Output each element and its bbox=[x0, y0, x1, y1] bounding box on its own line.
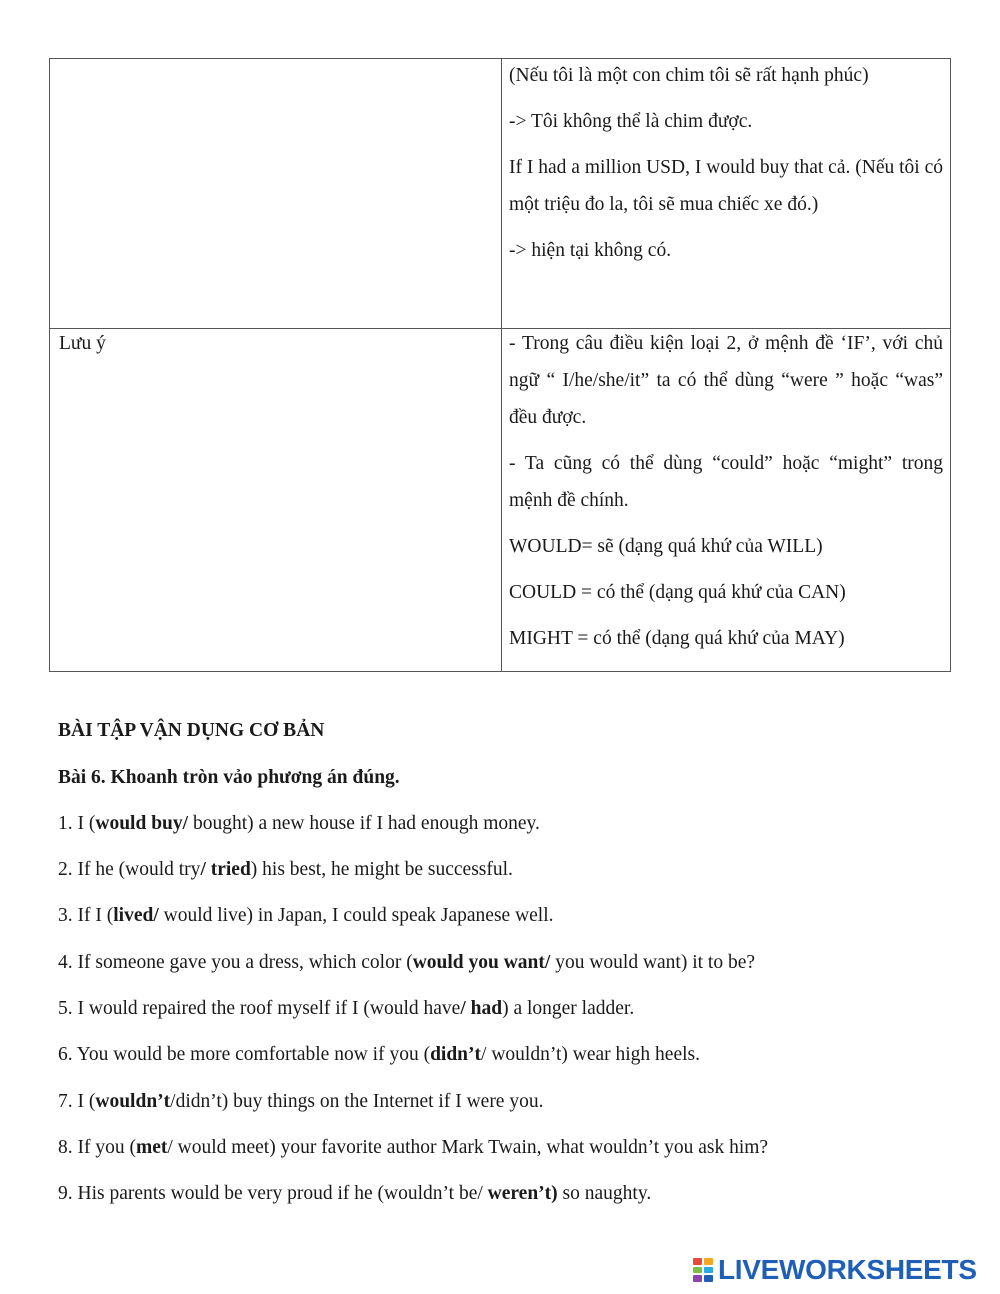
row1-para-4: -> hiện tại không có. bbox=[509, 240, 672, 261]
logo-square bbox=[693, 1267, 702, 1274]
row1-para-1: (Nếu tôi là một con chim tôi sẽ rất hạnh phúc) bbox=[509, 65, 869, 86]
grammar-table bbox=[49, 58, 951, 672]
answer-choice[interactable]: wouldn’t bbox=[95, 1091, 171, 1112]
logo-square bbox=[704, 1267, 713, 1274]
answer-choice[interactable]: would you want/ bbox=[412, 952, 551, 973]
exercise-item: 9. His parents would be very proud if he (wouldn’t be/ weren’t) so naughty. bbox=[58, 1183, 652, 1204]
row1-para-2: -> Tôi không thể là chim được. bbox=[509, 111, 753, 132]
row2-para-4: COULD = có thể (dạng quá khứ của CAN) bbox=[509, 582, 846, 603]
row2-para-2: - Ta cũng có thể dùng “could” hoặc “might” trong mệnh đề chính. bbox=[509, 453, 943, 511]
answer-choice[interactable]: / tried bbox=[200, 859, 251, 880]
row2-right-cell bbox=[509, 325, 943, 666]
note-label: Lưu ý bbox=[59, 333, 106, 354]
exercise-item: 1. I (would buy/ bought) a new house if I had enough money. bbox=[58, 813, 540, 834]
liveworksheets-logo[interactable] bbox=[693, 1254, 977, 1286]
answer-choice[interactable]: / had bbox=[460, 998, 503, 1019]
row2-para-3: WOULD= sẽ (dạng quá khứ của WILL) bbox=[509, 536, 823, 557]
row1-right-cell bbox=[509, 57, 943, 278]
answer-choice[interactable]: lived/ bbox=[113, 905, 159, 926]
row1-para-3: If I had a million USD, I would buy that cả. (Nếu tôi có một triệu đo la, tôi sẽ mua chiếc xe đó.) bbox=[509, 157, 943, 215]
section-title: BÀI TẬP VẬN DỤNG CƠ BẢN bbox=[58, 720, 325, 741]
table-column-divider bbox=[501, 59, 502, 671]
answer-choice[interactable]: met bbox=[135, 1137, 168, 1158]
answer-choice[interactable]: weren’t) bbox=[487, 1183, 558, 1204]
exercise-item: 5. I would repaired the roof myself if I (would have/ had) a longer ladder. bbox=[58, 998, 635, 1019]
logo-square bbox=[704, 1258, 713, 1265]
answer-choice[interactable]: didn’t bbox=[430, 1044, 482, 1065]
exercise-title: Bài 6. Khoanh tròn vảo phương án đúng. bbox=[58, 767, 400, 788]
row2-para-5: MIGHT = có thể (dạng quá khứ của MAY) bbox=[509, 628, 845, 649]
row2-para-1: - Trong câu điều kiện loại 2, ở mệnh đề ‘IF’, với chủ ngữ “ I/he/she/it” ta có thể dùng “were ” hoặc “was” đều được. bbox=[509, 333, 943, 428]
logo-square bbox=[693, 1275, 702, 1282]
exercise-item: 7. I (wouldn’t/didn’t) buy things on the Internet if I were you. bbox=[58, 1091, 544, 1112]
logo-text: LIVEWORKSHEETS bbox=[718, 1254, 977, 1285]
logo-squares-icon bbox=[693, 1258, 713, 1282]
logo-square bbox=[704, 1275, 713, 1282]
logo-square bbox=[693, 1258, 702, 1265]
exercise-item: 4. If someone gave you a dress, which color (would you want/ you would want) it to be? bbox=[58, 952, 756, 973]
exercise-item: 6. You would be more comfortable now if you (didn’t/ wouldn’t) wear high heels. bbox=[58, 1044, 700, 1065]
exercise-item: 3. If I (lived/ would live) in Japan, I could speak Japanese well. bbox=[58, 905, 554, 926]
exercise-item: 8. If you (met/ would meet) your favorite author Mark Twain, what wouldn’t you ask him? bbox=[58, 1137, 769, 1158]
answer-choice[interactable]: would buy/ bbox=[95, 813, 189, 834]
exercise-item: 2. If he (would try/ tried) his best, he might be successful. bbox=[58, 859, 513, 880]
row2-left-cell bbox=[59, 325, 489, 371]
